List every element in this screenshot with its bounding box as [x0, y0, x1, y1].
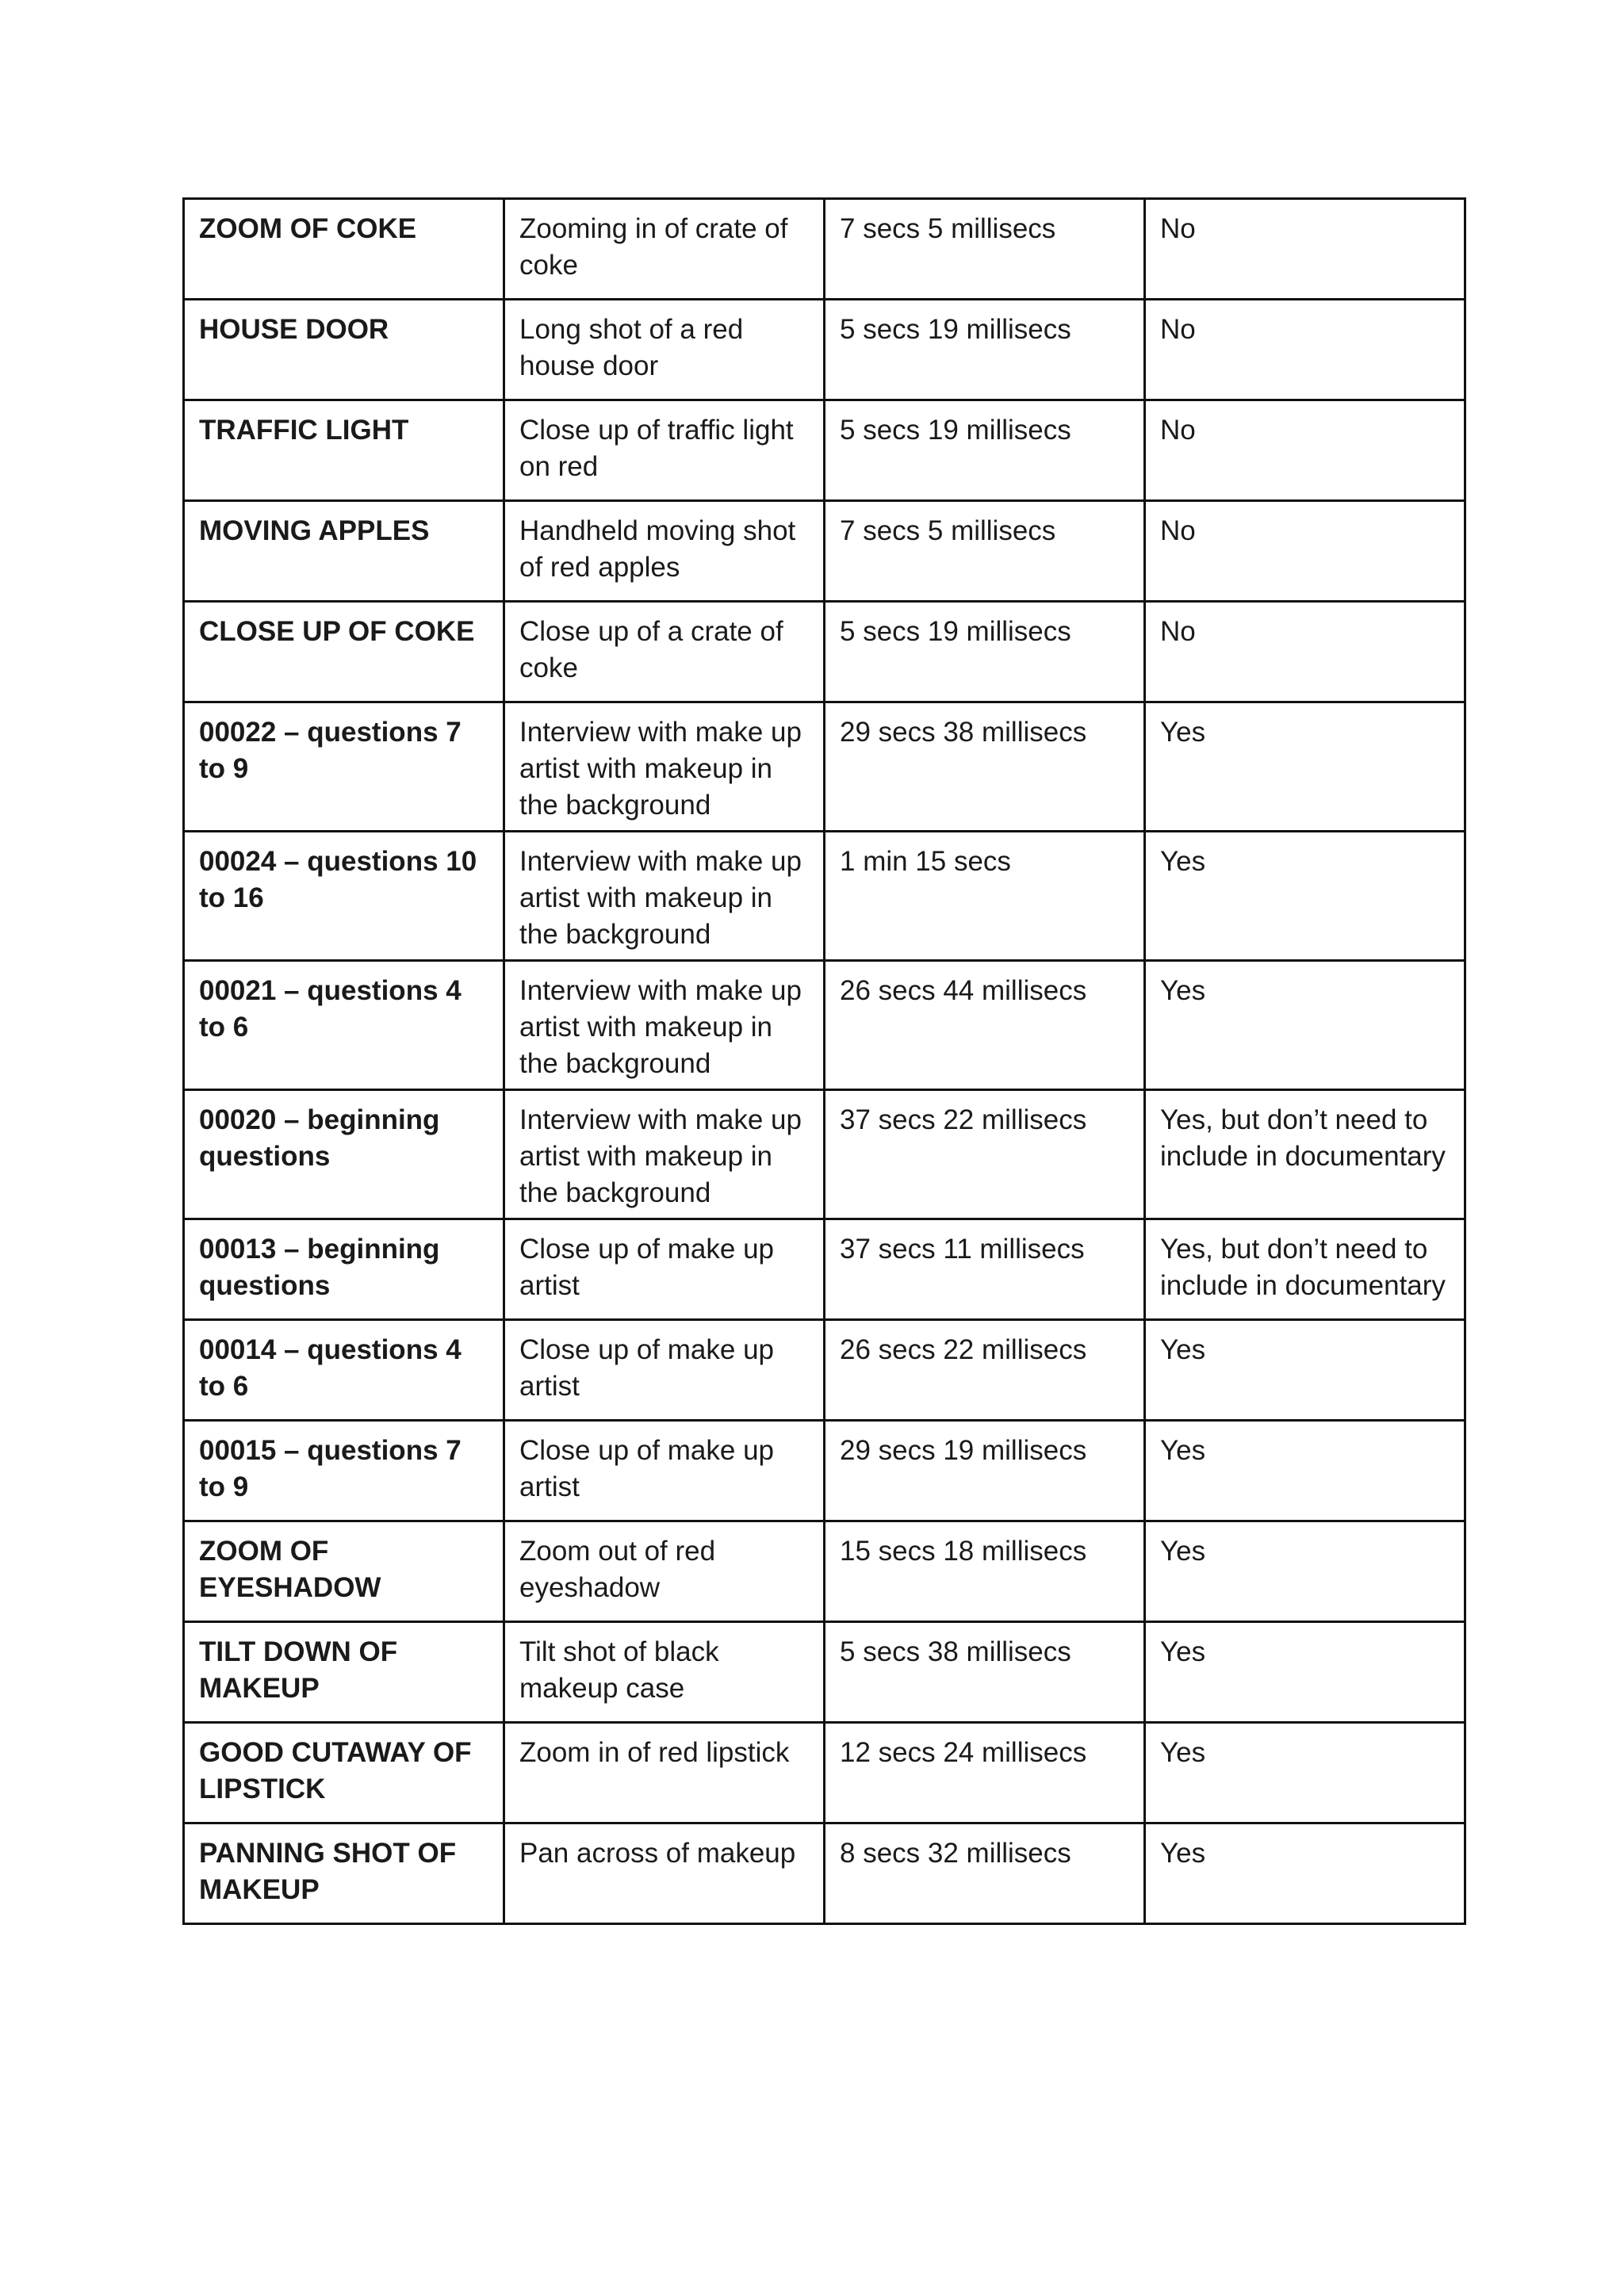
used-cell: Yes — [1145, 1823, 1465, 1924]
description-cell: Close up of make up artist — [504, 1320, 825, 1421]
shot-name-cell: 00013 – beginning questions — [184, 1219, 504, 1320]
description-cell: Long shot of a red house door — [504, 300, 825, 400]
description-cell: Zoom in of red lipstick — [504, 1723, 825, 1823]
duration-cell: 5 secs 38 millisecs — [825, 1622, 1145, 1723]
shot-name-cell: PANNING SHOT OF MAKEUP — [184, 1823, 504, 1924]
description-cell: Close up of make up artist — [504, 1219, 825, 1320]
used-cell: Yes, but don’t need to include in documentary — [1145, 1090, 1465, 1219]
shot-name-cell: 00014 – questions 4 to 6 — [184, 1320, 504, 1421]
used-cell: Yes — [1145, 961, 1465, 1090]
table-row — [184, 1823, 1465, 1924]
used-cell: Yes — [1145, 702, 1465, 832]
table-row — [184, 199, 1465, 300]
duration-cell: 12 secs 24 millisecs — [825, 1723, 1145, 1823]
description-cell: Pan across of makeup — [504, 1823, 825, 1924]
duration-cell: 5 secs 19 millisecs — [825, 300, 1145, 400]
table-row — [184, 1320, 1465, 1421]
duration-cell: 37 secs 11 millisecs — [825, 1219, 1145, 1320]
duration-cell: 37 secs 22 millisecs — [825, 1090, 1145, 1219]
table-row — [184, 1219, 1465, 1320]
description-cell: Zoom out of red eyeshadow — [504, 1521, 825, 1622]
duration-cell: 8 secs 32 millisecs — [825, 1823, 1145, 1924]
description-cell: Interview with make up artist with makeup in the background — [504, 832, 825, 961]
table-row — [184, 961, 1465, 1090]
shot-name-cell: ZOOM OF EYESHADOW — [184, 1521, 504, 1622]
used-cell: Yes — [1145, 1421, 1465, 1521]
description-cell: Close up of a crate of coke — [504, 602, 825, 702]
table-row — [184, 832, 1465, 961]
shot-name-cell: 00022 – questions 7 to 9 — [184, 702, 504, 832]
duration-cell: 5 secs 19 millisecs — [825, 400, 1145, 501]
description-cell: Interview with make up artist with makeup in the background — [504, 961, 825, 1090]
duration-cell: 1 min 15 secs — [825, 832, 1145, 961]
shot-name-cell: 00015 – questions 7 to 9 — [184, 1421, 504, 1521]
description-cell: Handheld moving shot of red apples — [504, 501, 825, 602]
description-cell: Close up of make up artist — [504, 1421, 825, 1521]
shot-name-cell: 00024 – questions 10 to 16 — [184, 832, 504, 961]
table-row — [184, 1090, 1465, 1219]
table-row — [184, 702, 1465, 832]
duration-cell: 15 secs 18 millisecs — [825, 1521, 1145, 1622]
used-cell: Yes, but don’t need to include in documentary — [1145, 1219, 1465, 1320]
table-row — [184, 1723, 1465, 1823]
duration-cell: 7 secs 5 millisecs — [825, 199, 1145, 300]
shot-name-cell: HOUSE DOOR — [184, 300, 504, 400]
description-cell: Zooming in of crate of coke — [504, 199, 825, 300]
description-cell: Interview with make up artist with makeup in the background — [504, 702, 825, 832]
description-cell: Close up of traffic light on red — [504, 400, 825, 501]
duration-cell: 29 secs 19 millisecs — [825, 1421, 1145, 1521]
shot-name-cell: CLOSE UP OF COKE — [184, 602, 504, 702]
used-cell: No — [1145, 199, 1465, 300]
used-cell: Yes — [1145, 1723, 1465, 1823]
used-cell: No — [1145, 400, 1465, 501]
used-cell: Yes — [1145, 1521, 1465, 1622]
shot-name-cell: GOOD CUTAWAY OF LIPSTICK — [184, 1723, 504, 1823]
used-cell: Yes — [1145, 1622, 1465, 1723]
used-cell: Yes — [1145, 832, 1465, 961]
table-row — [184, 602, 1465, 702]
used-cell: No — [1145, 602, 1465, 702]
used-cell: No — [1145, 501, 1465, 602]
used-cell: No — [1145, 300, 1465, 400]
shot-name-cell: TILT DOWN OF MAKEUP — [184, 1622, 504, 1723]
shot-log-body — [184, 199, 1465, 1924]
table-row — [184, 300, 1465, 400]
shot-name-cell: 00020 – beginning questions — [184, 1090, 504, 1219]
shot-name-cell: MOVING APPLES — [184, 501, 504, 602]
table-row — [184, 1521, 1465, 1622]
table-row — [184, 501, 1465, 602]
duration-cell: 26 secs 44 millisecs — [825, 961, 1145, 1090]
duration-cell: 29 secs 38 millisecs — [825, 702, 1145, 832]
description-cell: Interview with make up artist with makeup in the background — [504, 1090, 825, 1219]
shot-log-table — [182, 197, 1466, 1925]
shot-name-cell: ZOOM OF COKE — [184, 199, 504, 300]
duration-cell: 5 secs 19 millisecs — [825, 602, 1145, 702]
table-row — [184, 400, 1465, 501]
shot-name-cell: 00021 – questions 4 to 6 — [184, 961, 504, 1090]
used-cell: Yes — [1145, 1320, 1465, 1421]
shot-name-cell: TRAFFIC LIGHT — [184, 400, 504, 501]
description-cell: Tilt shot of black makeup case — [504, 1622, 825, 1723]
table-row — [184, 1622, 1465, 1723]
duration-cell: 26 secs 22 millisecs — [825, 1320, 1145, 1421]
duration-cell: 7 secs 5 millisecs — [825, 501, 1145, 602]
table-row — [184, 1421, 1465, 1521]
